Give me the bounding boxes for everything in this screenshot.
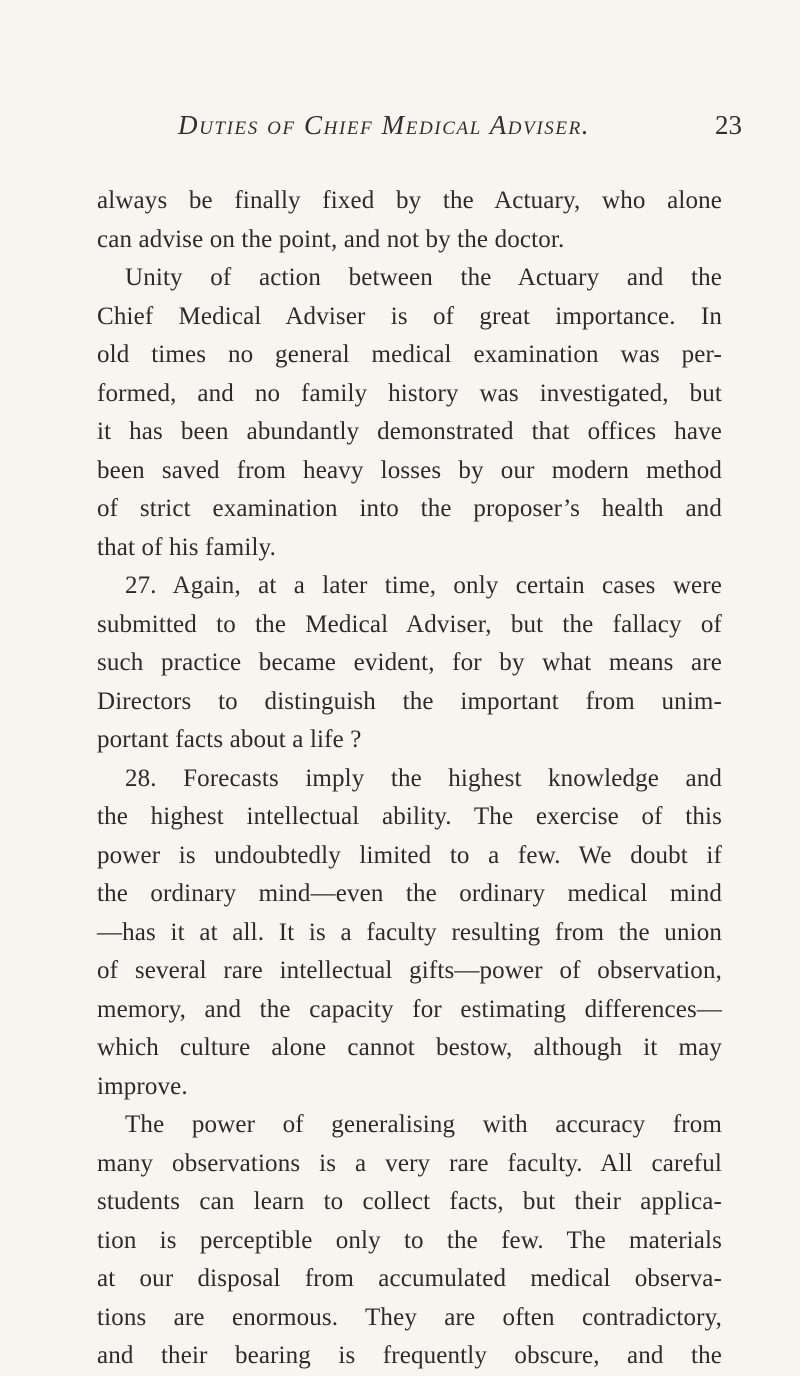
text-line: The power of generalising with accuracy from	[125, 1111, 722, 1138]
text-line: been saved from heavy losses by our modern method	[97, 456, 722, 484]
text-line: and their bearing is frequently obscure, and the	[97, 1342, 722, 1369]
text-line: it has been abundantly demonstrated that offices have	[97, 418, 722, 445]
text-line: memory, and the capacity for estimating differences—	[97, 995, 722, 1023]
text-line: improve.	[97, 1072, 188, 1100]
chapter-title: Duties of Chief Medical Adviser.	[178, 110, 591, 140]
text-line: —has it at all. It is a faculty resulting from the union	[97, 918, 722, 946]
text-line: tion is perceptible only to the few. The materials	[97, 1226, 722, 1254]
text-line: such practice became evident, for by what means are	[97, 649, 722, 676]
page-number: 23	[715, 110, 742, 140]
body-text	[97, 182, 722, 1376]
text-line: the ordinary mind—even the ordinary medical mind	[97, 880, 722, 907]
text-line: formed, and no family history was investigated, but	[97, 379, 722, 407]
text-line: can advise on the point, and not by the doctor.	[97, 225, 565, 253]
text-line: Directors to distinguish the important from unim-	[97, 687, 722, 715]
text-line: 27. Again, at a later time, only certain cases were	[125, 572, 722, 599]
text-line: Chief Medical Adviser is of great importance. In	[97, 302, 722, 330]
text-line: the highest intellectual ability. The exercise of this	[97, 803, 722, 830]
text-line: which culture alone cannot bestow, although it may	[97, 1034, 722, 1061]
text-line: tions are enormous. They are often contradictory,	[97, 1303, 722, 1331]
text-line: of several rare intellectual gifts—power of observation,	[97, 957, 722, 984]
text-line: at our disposal from accumulated medical observa-	[97, 1265, 722, 1292]
text-line: submitted to the Medical Adviser, but the fallacy of	[97, 610, 722, 638]
text-line: always be finally fixed by the Actuary, who alone	[97, 187, 722, 214]
text-line: old times no general medical examination was per-	[97, 341, 722, 368]
text-line: 28. Forecasts imply the highest knowledge and	[125, 764, 722, 792]
text-line: portant facts about a life ?	[97, 726, 362, 753]
running-head	[178, 110, 742, 154]
text-line: power is undoubtedly limited to a few. We doubt if	[97, 841, 722, 869]
text-line: Unity of action between the Actuary and the	[125, 264, 722, 291]
text-line: students can learn to collect facts, but their applica-	[97, 1188, 722, 1215]
text-line: that of his family.	[97, 533, 276, 561]
text-line: many observations is a very rare faculty. All careful	[97, 1149, 722, 1177]
text-line: of strict examination into the proposer’s health and	[97, 495, 722, 522]
